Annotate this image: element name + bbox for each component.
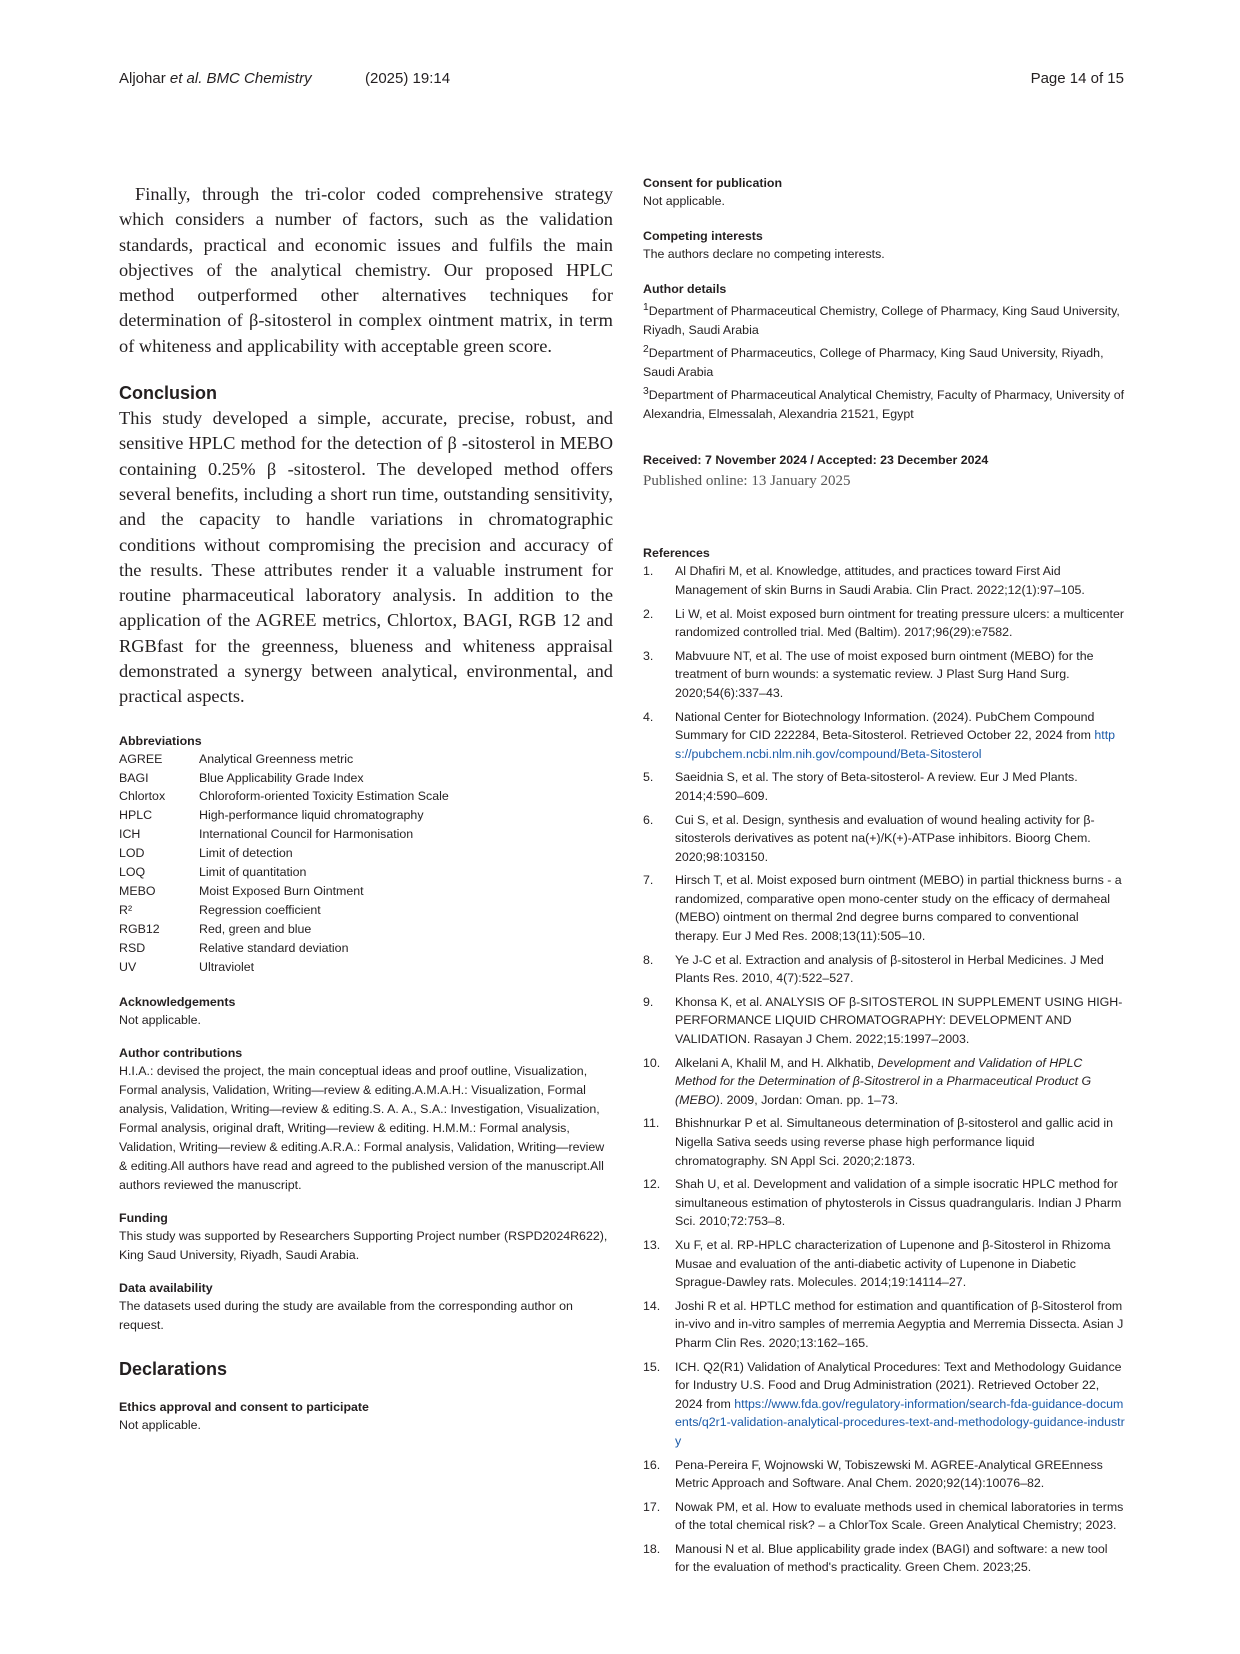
reference-text: Manousi N et al. Blue applicability grade index (BAGI) and software: a new tool for the evaluation of method's practicality. Green Chem. 2023;25.	[675, 1541, 1108, 1575]
reference-text: Mabvuure NT, et al. The use of moist exposed burn ointment (MEBO) for the treatment of burn wounds: a systematic review. J Plast Surg Hand Surg. 2020;54(6):337–43.	[675, 648, 1094, 700]
reference-number: 2.	[643, 606, 654, 621]
data-availability-heading: Data availability	[119, 1280, 213, 1295]
reference-item	[643, 605, 1125, 642]
reference-text: Al Dhafiri M, et al. Knowledge, attitudes, and practices toward First Aid Management of skin Burns in Saudi Arabia. Clin Pract. 2022;12(1):97–105.	[675, 564, 1085, 597]
acknowledgements-heading: Acknowledgements	[119, 994, 236, 1009]
reference-text: Ye J-C et al. Extraction and analysis of β-sitosterol in Herbal Medicines. J Med Plants Res. 2010, 4(7):522–527.	[675, 952, 1104, 986]
author-affiliation: $^3$Department of Pharmaceutical Analytical Chemistry, Faculty of Pharmacy, University of Alexandria, Elmessalah, Alexandria 21521, Egypt	[643, 386, 1125, 422]
abbreviation-definition: Limit of detection	[199, 846, 293, 861]
abbreviation-definition: International Council for Harmonisation	[199, 827, 414, 842]
author-details-list	[643, 298, 1125, 424]
reference-number: 6.	[643, 812, 654, 827]
abbreviation-term: UV	[119, 959, 137, 974]
abbreviations-heading: Abbreviations	[119, 733, 202, 748]
author-contributions-text: H.I.A.: devised the project, the main conceptual ideas and proof outline, Visualization, Formal analysis, Validation, Writing—review & editing.A.M.A.H.: Visualization, Formal analysis, Validation, Writing—review & editing.S. A. A., S.A.: Investigation, Visualization, Formal analysis, original draft, Writing—review & editing. H.M.M.: Formal analysis, Validation, Writing—review & editing.A.R.A.: Formal analysis, Validation, Writing—review & editing.All authors have read and agreed to the published version of the manuscript.All authors reviewed the manuscript.	[119, 1063, 605, 1192]
abbreviations-table	[119, 750, 449, 977]
reference-text: Pena-Pereira F, Wojnowski W, Tobiszewski M. AGREE-Analytical GREEnness Metric Approach and Software. Anal Chem. 2020;92(14):10076–82.	[675, 1457, 1103, 1491]
reference-item	[643, 1114, 1125, 1170]
abbreviation-row	[119, 958, 449, 977]
reference-item	[643, 1297, 1125, 1353]
reference-item	[643, 647, 1125, 703]
abbreviation-term: AGREE	[119, 751, 163, 766]
abbreviation-row	[119, 863, 449, 882]
right-column	[643, 174, 1125, 1582]
author-affiliation: $^1$Department of Pharmaceutical Chemistry, College of Pharmacy, King Saud University, Riyadh, Saudi Arabia	[643, 302, 1120, 338]
abbreviation-definition: Moist Exposed Burn Ointment	[199, 883, 364, 898]
abbreviation-definition: Limit of quantitation	[199, 865, 307, 880]
abbreviation-row	[119, 901, 449, 920]
abbreviation-term: MEBO	[119, 883, 156, 898]
reference-number: 15.	[643, 1359, 661, 1374]
abbreviation-row	[119, 844, 449, 863]
reference-number: 3.	[643, 648, 654, 663]
reference-text: Cui S, et al. Design, synthesis and evaluation of wound healing activity for β-sitosterols derivatives as potent na(+)/K(+)-ATPase inhibitors. Bioorg Chem. 2020;98:103150.	[675, 812, 1095, 864]
reference-item	[643, 871, 1125, 945]
received-accepted-dates: Received: 7 November 2024 / Accepted: 23 December 2024	[643, 453, 989, 468]
funding-heading: Funding	[119, 1210, 168, 1225]
references-list	[643, 562, 1125, 1577]
reference-number: 8.	[643, 952, 654, 967]
abbreviation-definition: High-performance liquid chromatography	[199, 808, 424, 823]
reference-text: Saeidnia S, et al. The story of Beta-sitosterol- A review. Eur J Med Plants. 2014;4:590–609.	[675, 770, 1078, 803]
reference-item	[643, 1540, 1125, 1577]
abbreviation-definition: Relative standard deviation	[199, 940, 349, 955]
header-page-number: Page 14 of 15	[1030, 70, 1124, 87]
abbreviation-definition: Ultraviolet	[199, 959, 255, 974]
header-authors: Aljohar	[119, 70, 170, 87]
author-affiliation: $^2$Department of Pharmaceutics, College of Pharmacy, King Saud University, Riyadh, Saudi Arabia	[643, 344, 1104, 380]
reference-number: 1.	[643, 564, 654, 579]
reference-number: 10.	[643, 1055, 661, 1070]
abbreviation-definition: Red, green and blue	[199, 921, 312, 936]
abbreviation-row	[119, 769, 449, 788]
competing-interests-text: The authors declare no competing interests.	[643, 247, 885, 261]
reference-text: Shah U, et al. Development and validation of a simple isocratic HPLC method for simultaneous estimation of phytosterols in Cissus quadrangularis. Indian J Pharm Sci. 2010;72:753–8.	[675, 1177, 1122, 1229]
reference-number: 18.	[643, 1541, 661, 1556]
reference-item	[643, 1358, 1125, 1451]
reference-item	[643, 951, 1125, 988]
reference-item	[643, 811, 1125, 867]
header-etal: et al.	[169, 70, 203, 87]
consent-text: Not applicable.	[643, 194, 725, 208]
abbreviation-row	[119, 787, 449, 806]
abbreviation-term: HPLC	[119, 808, 153, 823]
abbreviation-term: BAGI	[119, 770, 149, 785]
reference-text-tail: . 2009, Jordan: Oman. pp. 1–73.	[719, 1092, 899, 1107]
abbreviation-term: RSD	[119, 940, 146, 955]
reference-text: ICH. Q2(R1) Validation of Analytical Procedures: Text and Methodology Guidance for Industry U.S. Food and Drug Administration (2021). Retrieved October 22, 2024 from	[675, 1359, 1122, 1411]
abbreviation-term: Chlortox	[119, 789, 166, 804]
ethics-text: Not applicable.	[119, 1417, 201, 1432]
abbreviation-definition: Chloroform-oriented Toxicity Estimation Scale	[199, 789, 449, 804]
reference-item	[643, 1175, 1125, 1231]
reference-number: 17.	[643, 1499, 661, 1514]
reference-number: 5.	[643, 770, 654, 785]
reference-number: 4.	[643, 709, 654, 724]
data-availability-text: The datasets used during the study are available from the corresponding author on request.	[119, 1298, 573, 1332]
running-header-citation	[119, 70, 312, 87]
left-column	[119, 182, 613, 1435]
reference-text: Alkelani A, Khalil M, and H. Alkhatib,	[675, 1055, 878, 1070]
conclusion-heading: Conclusion	[119, 383, 217, 404]
abbreviation-row	[119, 825, 449, 844]
reference-text: Joshi R et al. HPTLC method for estimation and quantification of β-Sitosterol from in-vivo and in-vitro samples of merremia Aegyptia and Merremia Dissecta. Asian J Pharm Clin Res. 2020;13:162–165.	[675, 1298, 1124, 1350]
reference-item	[643, 1054, 1125, 1110]
reference-item	[643, 1498, 1125, 1535]
reference-item	[643, 562, 1125, 599]
conclusion-text: This study developed a simple, accurate, precise, robust, and sensitive HPLC method for the detection of β -sitosterol in MEBO containing 0.25% β -sitosterol. The developed method offers several benefits, including a short run time, outstanding sensitivity, and the capacity to handle variations in chromatographic conditions without compromising the precision and accuracy of the results. These attributes render it a valuable instrument for routine pharmaceutical laboratory analysis. In addition to the application of the AGREE metrics, Chlortox, BAGI, RGB 12 and RGBfast for the greenness, blueness and whiteness appraisal demonstrated a synergy between analytical, environmental, and practical aspects.	[119, 408, 613, 707]
consent-heading: Consent for publication	[643, 176, 783, 190]
header-journal: BMC Chemistry	[202, 70, 312, 87]
reference-number: 7.	[643, 873, 654, 888]
reference-text: National Center for Biotechnology Information. (2024). PubChem Compound Summary for CID 222284, Beta-Sitosterol. Retrieved October 22, 2024 from	[675, 709, 1095, 743]
abbreviation-term: ICH	[119, 827, 141, 842]
reference-number: 12.	[643, 1177, 661, 1192]
reference-item	[643, 993, 1125, 1049]
reference-title-italic: Development and Validation of HPLC Method for the Determination of β-Sitostrerol in a Pharmaceutical Product G (MEBO)	[675, 1055, 1092, 1107]
abbreviation-row	[119, 750, 449, 769]
declarations-heading: Declarations	[119, 1358, 228, 1379]
references-heading: References	[643, 546, 710, 561]
abbreviation-definition: Analytical Greenness metric	[199, 751, 354, 766]
intro-paragraph: Finally, through the tri-color coded comprehensive strategy which considers a number of factors, such as the validation standards, practical and economic issues and fulfils the main objectives of the analytical chemistry. Our proposed HPLC method outperformed other alternatives techniques for determination of β-sitosterol in complex ointment matrix, in term of whiteness and applicability with acceptable green score.	[119, 184, 613, 356]
reference-number: 11.	[643, 1116, 660, 1131]
abbreviation-term: RGB12	[119, 921, 160, 936]
reference-text: Xu F, et al. RP-HPLC characterization of Lupenone and β-Sitosterol in Rhizoma Musae and evaluation of the anti-diabetic activity of Lupenone in Diabetic Sprague-Dawley rats. Molecules. 2014;19:14114–27.	[675, 1237, 1111, 1290]
reference-number: 16.	[643, 1457, 661, 1472]
reference-number: 14.	[643, 1298, 661, 1313]
acknowledgements-text: Not applicable.	[119, 1012, 201, 1027]
reference-number: 13.	[643, 1237, 661, 1252]
ethics-heading: Ethics approval and consent to participate	[119, 1399, 369, 1414]
abbreviation-definition: Regression coefficient	[199, 902, 321, 917]
reference-item	[643, 768, 1125, 805]
reference-item	[643, 1456, 1125, 1493]
published-online-date: Published online: 13 January 2025	[643, 473, 851, 490]
abbreviation-definition: Blue Applicability Grade Index	[199, 770, 364, 785]
abbreviation-term: LOD	[119, 846, 145, 861]
abbreviation-row	[119, 920, 449, 939]
author-details-heading: Author details	[643, 282, 727, 296]
reference-text: Nowak PM, et al. How to evaluate methods used in chemical laboratories in terms of the total chemical risk? – a ChlorTox Scale. Green Analytical Chemistry; 2023.	[675, 1499, 1124, 1533]
reference-link[interactable]: https://www.fda.gov/regulatory-information/search-fda-guidance-documents/q2r1-validation-analytical-procedures-text-and-methodology-guidance-industry	[675, 1396, 1125, 1448]
abbreviation-term: R²	[119, 902, 133, 917]
reference-text: Hirsch T, et al. Moist exposed burn ointment (MEBO) in partial thickness burns - a randomized, comparative open mono-center study on the efficacy of dermaheal (MEBO) ointment on thermal 2nd degree burns compared to conventional therapy. Eur J Med Res. 2008;13(11):505–10.	[675, 873, 1122, 944]
reference-text: Khonsa K, et al. ANALYSIS OF β-SITOSTEROL IN SUPPLEMENT USING HIGH-PERFORMANCE LIQUID CHROMATOGRAPHY: DEVELOPMENT AND VALIDATION. Rasayan J Chem. 2022;15:1997–2003.	[675, 994, 1123, 1047]
abbreviation-term: LOQ	[119, 865, 146, 880]
reference-item	[643, 1236, 1125, 1292]
header-year-volume: (2025) 19:14	[365, 70, 451, 87]
author-contributions-heading: Author contributions	[119, 1045, 243, 1060]
reference-link[interactable]: https://pubchem.ncbi.nlm.nih.gov/compound/Beta-Sitosterol	[675, 728, 1116, 761]
reference-text: Bhishnurkar P et al. Simultaneous determination of β-sitosterol and gallic acid in Nigella Sativa seeds using reverse phase high performance liquid chromatography. SN Appl Sci. 2020;2:1873.	[675, 1116, 1114, 1168]
reference-item	[643, 708, 1125, 764]
abbreviation-row	[119, 882, 449, 901]
abbreviation-row	[119, 806, 449, 825]
reference-text: Li W, et al. Moist exposed burn ointment for treating pressure ulcers: a multicenter randomized controlled trial. Med (Baltim). 2017;96(29):e7582.	[675, 606, 1125, 640]
reference-number: 9.	[643, 994, 654, 1009]
competing-interests-heading: Competing interests	[643, 229, 763, 243]
abbreviation-row	[119, 939, 449, 958]
funding-text: This study was supported by Researchers Supporting Project number (RSPD2024R622), King Saud University, Riyadh, Saudi Arabia.	[119, 1228, 608, 1262]
